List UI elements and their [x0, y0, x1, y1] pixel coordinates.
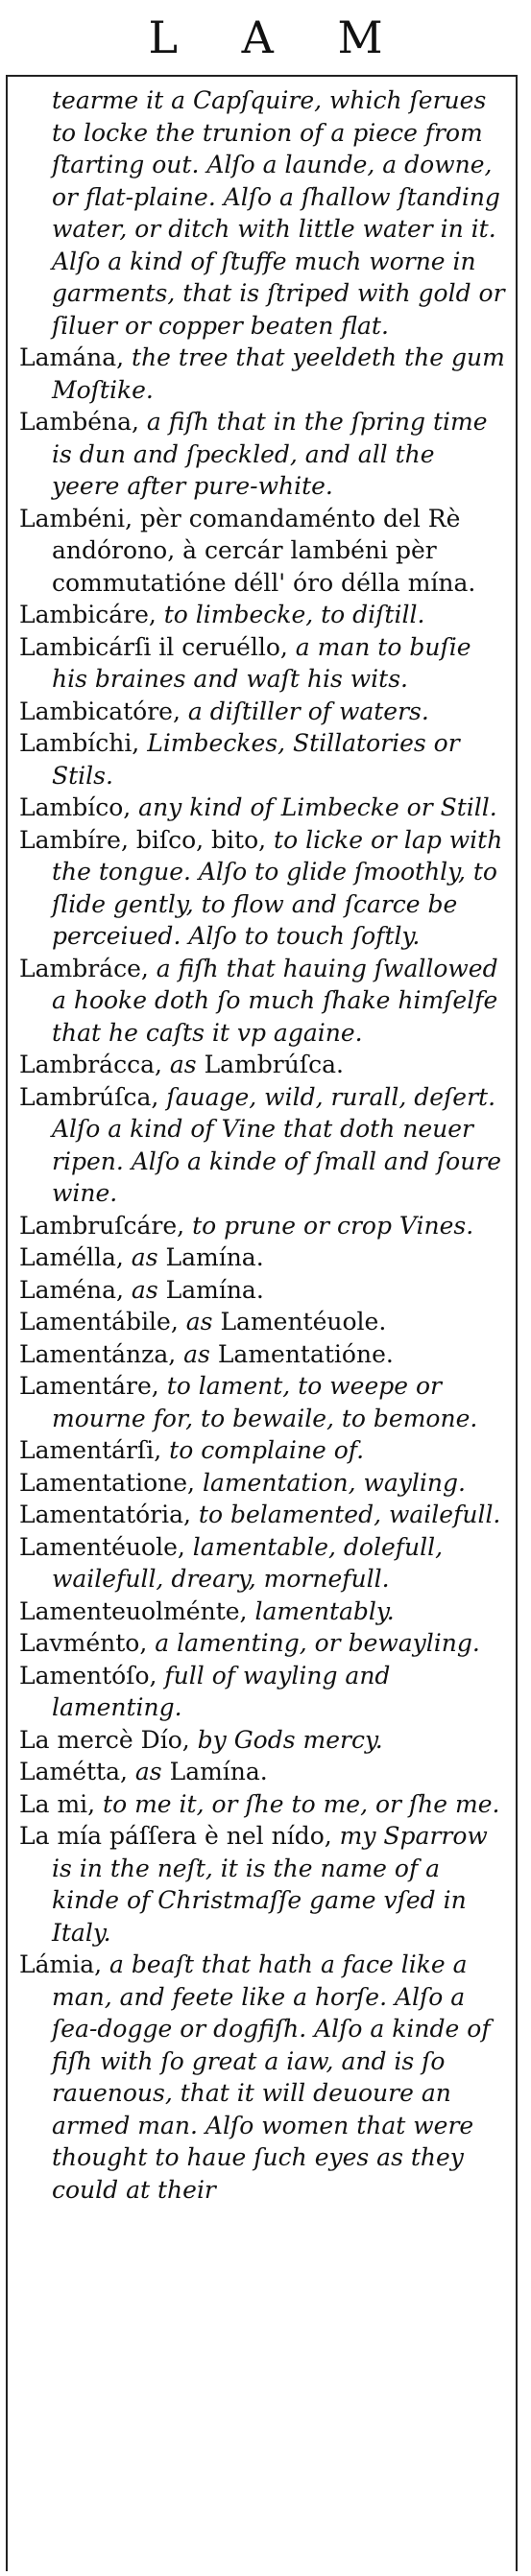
dictionary-entry [19, 1210, 508, 1242]
entry-definition: by Gods mercy. [189, 1725, 383, 1754]
dictionary-entry [19, 1949, 508, 2206]
entry-headword: Lambíchi, [19, 729, 140, 757]
dictionary-entry [19, 1595, 508, 1628]
text-frame [6, 75, 518, 2569]
entry-definition: a man to buſie his braines and waſt his wits. [52, 632, 471, 693]
entry-definition: to licke or lap with the tongue. Alſo to glide ſmoothly, to ſlide gently, to flow and ſcarce be perceiued. Alſo to touch ſoftly. [52, 825, 503, 950]
entry-definition: a fiſh that in the ſpring time is dun and ſpeckled, and all the yeere after pure-white. [52, 408, 488, 500]
entry-definition: as [123, 1275, 166, 1304]
entry-headword: Lamentárſi, [19, 1436, 162, 1464]
entry-headword: Lamána, [19, 343, 125, 371]
entry-definition: lamentably. [247, 1596, 395, 1625]
entry-headword: Lambíre, biſco, bito, [19, 825, 267, 854]
entry-headword: Lambráce, [19, 954, 149, 982]
entry-definition: Limbeckes, Stillatories or Stils. [52, 729, 460, 790]
dictionary-entry [19, 1627, 508, 1660]
entry-cross-reference: Lamentatióne. [217, 1339, 394, 1368]
entry-headword: Lambrúſca, [19, 1082, 159, 1111]
entry-cross-reference: Lambrúſca. [204, 1051, 344, 1078]
entry-definition: to limbecke, to diſtill. [156, 601, 425, 628]
dictionary-entry [19, 1081, 508, 1210]
entry-list [19, 84, 508, 2206]
entry-definition: to lament, to weepe or mourne for, to bewaile, to bemone. [52, 1372, 478, 1432]
dictionary-entry [19, 631, 508, 696]
dictionary-entry [19, 792, 508, 824]
entry-headword: Lamentóſo, [19, 1661, 157, 1690]
entry-definition: tearme it a Capſquire, which ſerues to locke the trunion of a piece from ſtarting out. Alſo a launde, a downe, or flat-plaine. Alſo a ſhallow ſtanding water, or ditch with little water in it. Alſo a kind of ſtuffe much worne in garments, that is ſtriped with gold or ſiluer or copper beaten flat. [52, 86, 505, 340]
entry-headword: Lamélla, [19, 1243, 124, 1271]
entry-definition: a beaſt that hath a face like a man, and feete like a horſe. Alſo a ſea-dogge or dogfiſh. Alſo a kinde of fiſh with ſo great a iaw, and is ſo rauenous, that it will deuoure an armed man. Alſo women that were thought to haue ſuch eyes as they could at their [52, 1950, 491, 2204]
entry-definition: ſauage, wild, rurall, deſert. Alſo a kind of Vine that doth neuer ripen. Alſo a kinde of ſmall and ſoure wine. [52, 1082, 502, 1207]
right-rule [516, 77, 518, 2571]
dictionary-entry [19, 696, 508, 728]
entry-headword: Laména, [19, 1275, 124, 1304]
dictionary-entry [19, 1820, 508, 1949]
entry-headword: Lamenteuolménte, [19, 1596, 248, 1625]
entry-definition: a diſtiller of waters. [180, 697, 429, 725]
dictionary-entry [19, 1756, 508, 1788]
entry-headword: Lambicárſi il ceruéllo, [19, 632, 288, 661]
entry-headword: Lamentánza, [19, 1339, 177, 1368]
entry-definition: as [176, 1339, 218, 1368]
entry-definition: as [178, 1308, 221, 1335]
dictionary-entry [19, 727, 508, 792]
entry-headword: Lambíco, [19, 793, 132, 821]
dictionary-entry [19, 1531, 508, 1595]
entry-headword: Lambicáre, [19, 601, 157, 628]
entry-headword: La mercè Dío, [19, 1725, 190, 1754]
entry-definition: lamentable, dolefull, wailefull, dreary, mornefull. [52, 1532, 444, 1593]
entry-headword: Lamentábile, [19, 1308, 179, 1335]
entry-definition: any kind of Limbecke or Still. [131, 793, 497, 821]
entry-definition: to complaine of. [161, 1436, 365, 1464]
entry-cross-reference: Lamína. [169, 1758, 268, 1785]
dictionary-entry [19, 1274, 508, 1307]
dictionary-entry [19, 1049, 508, 1081]
dictionary-entry [19, 1724, 508, 1757]
dictionary-entry [19, 1370, 508, 1434]
entry-headword: Lamétta, [19, 1758, 128, 1785]
page-header-title: L A M [148, 12, 408, 63]
entry-headword: La mi, [19, 1789, 96, 1818]
entry-cross-reference: Lamentéuole. [220, 1308, 387, 1335]
entry-definition: a fiſh that hauing ſwallowed a hooke doth ſo much ſhake himſelfe that he caſts it vp againe. [52, 954, 498, 1047]
entry-headword: Lámia, [19, 1950, 103, 1978]
entry-headword: La mía páſſera è nel nído, [19, 1822, 332, 1850]
entry-cross-reference: Lamína. [165, 1243, 264, 1271]
dictionary-entry [19, 1660, 508, 1724]
dictionary-entry [19, 1306, 508, 1338]
dictionary-entry [19, 342, 508, 406]
entry-definition: a lamenting, or bewayling. [147, 1629, 480, 1657]
entry-definition: as [161, 1051, 205, 1078]
dictionary-entry [19, 824, 508, 953]
dictionary-entry [19, 1338, 508, 1371]
entry-definition: as [127, 1758, 170, 1785]
dictionary-entry [19, 1434, 508, 1467]
entry-cross-reference: Lamína. [165, 1275, 264, 1304]
dictionary-entry [19, 503, 508, 600]
entry-headword: Lambéna, [19, 408, 139, 436]
entry-definition: to belamented, wailefull. [190, 1501, 501, 1528]
dictionary-entry [19, 1499, 508, 1531]
entry-definition: to me it, or ſhe to me, or ſhe me. [95, 1789, 500, 1818]
entry-headword: Lambrácca, [19, 1051, 162, 1078]
entry-definition: my Sparrow is in the neſt, it is the name of a kinde of Christmaſſe game vſed in Italy. [52, 1822, 488, 1947]
entry-definition: as [123, 1243, 166, 1271]
dictionary-entry [19, 1241, 508, 1274]
dictionary-entry [19, 406, 508, 503]
entry-headword: Lambéni, pèr comandaménto del Rè andórono, à cercár lambéni pèr commutatióne déll' óro délla mína. [19, 504, 476, 597]
entry-headword: Lamentatione, [19, 1468, 195, 1497]
dictionary-entry [19, 599, 508, 631]
entry-definition: to prune or crop Vines. [184, 1211, 474, 1240]
dictionary-entry [19, 1467, 508, 1500]
left-rule [6, 77, 8, 2571]
entry-definition: the tree that yeeldeth the gum Moſtike. [52, 343, 505, 404]
dictionary-entry [19, 953, 508, 1050]
entry-headword: Lavménto, [19, 1629, 148, 1657]
entry-definition: lamentation, wayling. [195, 1468, 466, 1497]
entry-definition: full of wayling and lamenting. [52, 1661, 391, 1721]
entry-headword: Lambicatóre, [19, 697, 181, 725]
dictionary-entry [19, 84, 508, 342]
entry-headword: Lamentéuole, [19, 1532, 185, 1561]
entry-headword: Lamentáre, [19, 1372, 159, 1400]
dictionary-entry [19, 1788, 508, 1821]
entry-headword: Lambruſcáre, [19, 1211, 185, 1240]
entry-headword: Lamentatória, [19, 1501, 191, 1528]
